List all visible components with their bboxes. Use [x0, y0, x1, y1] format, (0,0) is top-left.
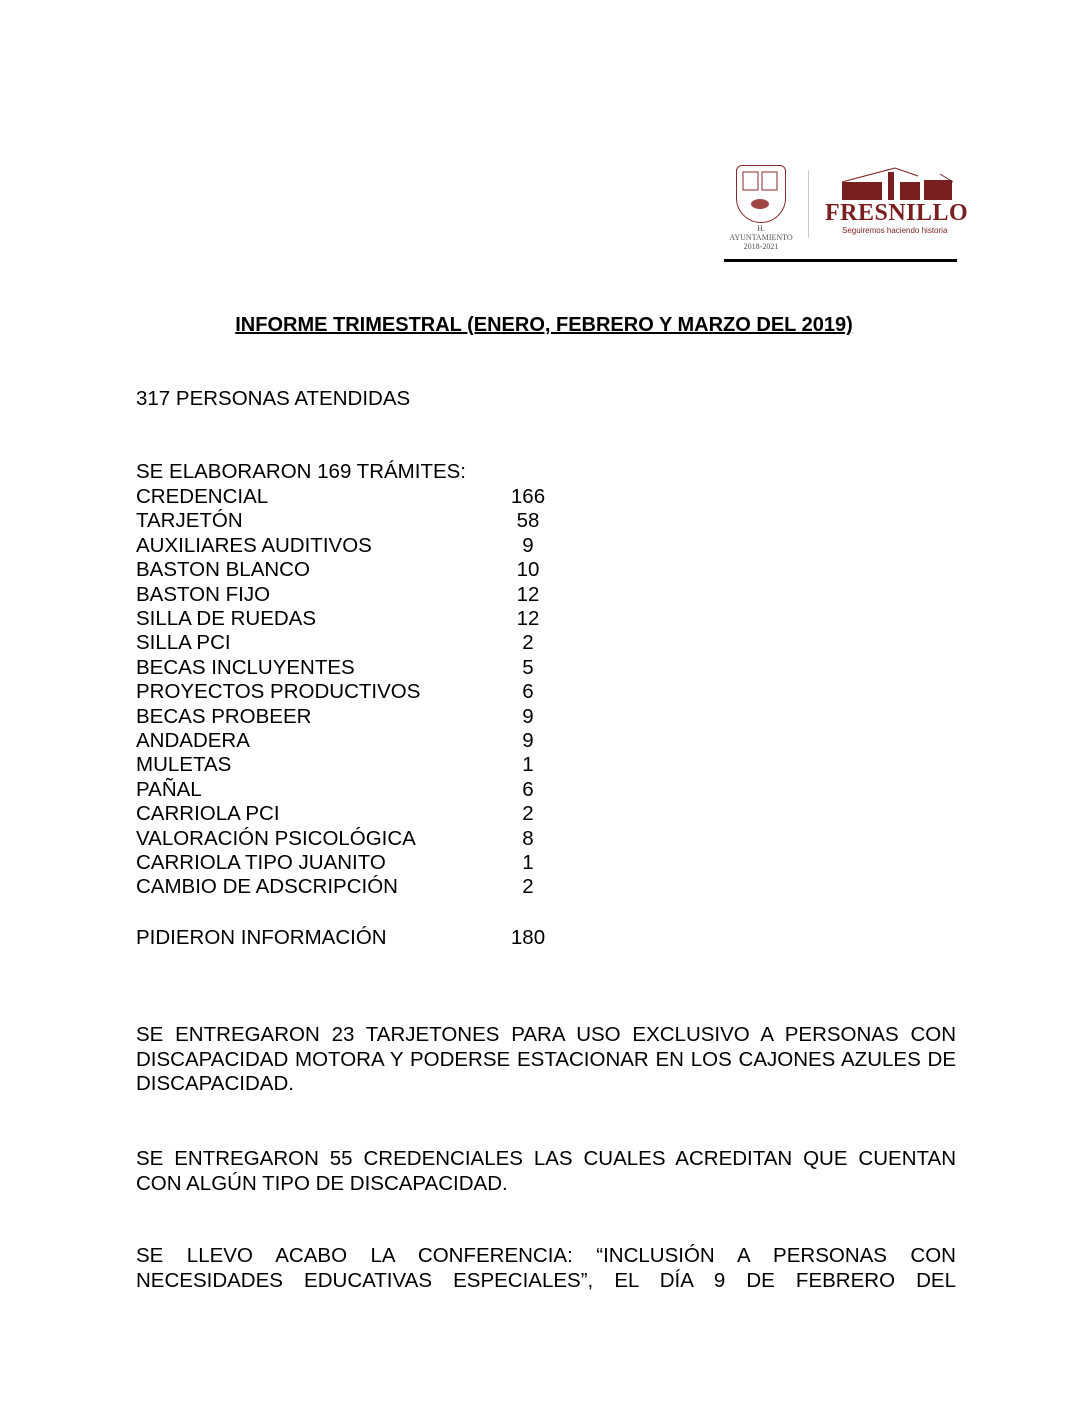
info-row [136, 926, 556, 950]
logo-divider [808, 170, 809, 238]
procedure-count: 9 [522, 704, 534, 728]
procedure-label: CAMBIO DE ADSCRIPCIÓN [136, 875, 398, 899]
procedure-label: TARJETÓN [136, 509, 243, 533]
info-label: PIDIERON INFORMACIÓN [136, 926, 387, 949]
municipal-seal-logo [736, 165, 786, 223]
paragraph-conferencia: SE LLEVO ACABO LA CONFERENCIA: “INCLUSIÓN A PERSONAS CON NECESIDADES EDUCATIVAS ESPECIALES”, EL DÍA 9 DE FEBRERO DEL [136, 1244, 956, 1292]
procedure-label: AUXILIARES AUDITIVOS [136, 533, 372, 557]
procedure-count: 2 [522, 802, 534, 826]
header-rule [724, 259, 957, 262]
procedure-label: CARRIOLA TIPO JUANITO [136, 851, 386, 874]
procedure-row [136, 534, 556, 558]
procedure-label: PAÑAL [136, 777, 202, 801]
info-value: 180 [510, 926, 546, 949]
procedure-row [136, 631, 556, 655]
procedure-row [136, 875, 556, 899]
procedure-label: SILLA PCI [136, 631, 231, 655]
procedure-count: 8 [522, 826, 534, 850]
procedure-label: BASTON FIJO [136, 582, 271, 606]
people-attended: 317 PERSONAS ATENDIDAS [136, 387, 411, 410]
procedure-label: BECAS INCLUYENTES [136, 655, 355, 679]
procedure-count: 2 [522, 631, 534, 655]
seal-years: 2018-2021 [743, 242, 779, 251]
procedure-count: 6 [522, 777, 534, 801]
procedure-row [136, 485, 556, 509]
procedure-label: MULETAS [136, 753, 232, 777]
procedure-label: BASTON BLANCO [136, 558, 310, 582]
procedure-count: 6 [522, 680, 534, 704]
procedure-count: 10 [516, 558, 540, 582]
procedure-row [136, 851, 556, 875]
procedure-row [136, 656, 556, 680]
procedure-row [136, 607, 556, 631]
procedure-count: 1 [522, 753, 534, 777]
procedure-row [136, 680, 556, 704]
procedure-label: SILLA DE RUEDAS [136, 607, 317, 630]
procedure-label: CREDENCIAL [136, 485, 269, 508]
procedure-label: PROYECTOS PRODUCTIVOS [136, 680, 421, 704]
procedure-row [136, 753, 556, 777]
brand-slogan: Seguiremos haciendo historia [842, 226, 948, 235]
procedure-row [136, 802, 556, 826]
procedure-row [136, 583, 556, 607]
procedure-count: 12 [516, 582, 540, 606]
paragraph-credenciales: SE ENTREGARON 55 CREDENCIALES LAS CUALES ACREDITAN QUE CUENTAN CON ALGÚN TIPO DE DISCAPACIDAD. [136, 1147, 956, 1195]
report-title: INFORME TRIMESTRAL (ENERO, FEBRERO Y MARZO DEL 2019) [235, 314, 853, 336]
procedure-count: 166 [510, 485, 546, 508]
procedure-row [136, 729, 556, 753]
procedure-count: 1 [522, 851, 534, 874]
procedure-row [136, 558, 556, 582]
procedure-count: 5 [522, 655, 534, 679]
procedure-row [136, 778, 556, 802]
procedure-row [136, 827, 556, 851]
paragraph-tarjetones: SE ENTREGARON 23 TARJETONES PARA USO EXCLUSIVO A PERSONAS CON DISCAPACIDAD MOTORA Y PODERSE ESTACIONAR EN LOS CAJONES AZULES DE DISCAPACIDAD. [136, 1023, 956, 1095]
procedure-count: 2 [522, 875, 534, 899]
procedure-label: BECAS PROBEER [136, 704, 312, 728]
procedure-count: 58 [516, 509, 540, 533]
procedure-label: VALORACIÓN PSICOLÓGICA [136, 826, 416, 850]
fresnillo-skyline-logo [840, 166, 955, 202]
procedure-label: ANDADERA [136, 729, 250, 752]
procedure-count: 9 [522, 729, 534, 752]
procedures-heading: SE ELABORARON 169 TRÁMITES: [136, 460, 467, 483]
procedure-label: CARRIOLA PCI [136, 802, 280, 826]
seal-text: H. AYUNTAMIENTO [729, 224, 793, 242]
procedure-count: 12 [516, 607, 540, 630]
procedure-row [136, 509, 556, 533]
brand-name: FRESNILLO [825, 200, 969, 226]
procedure-count: 9 [522, 533, 534, 557]
seal-caption [726, 224, 796, 251]
procedure-row [136, 705, 556, 729]
